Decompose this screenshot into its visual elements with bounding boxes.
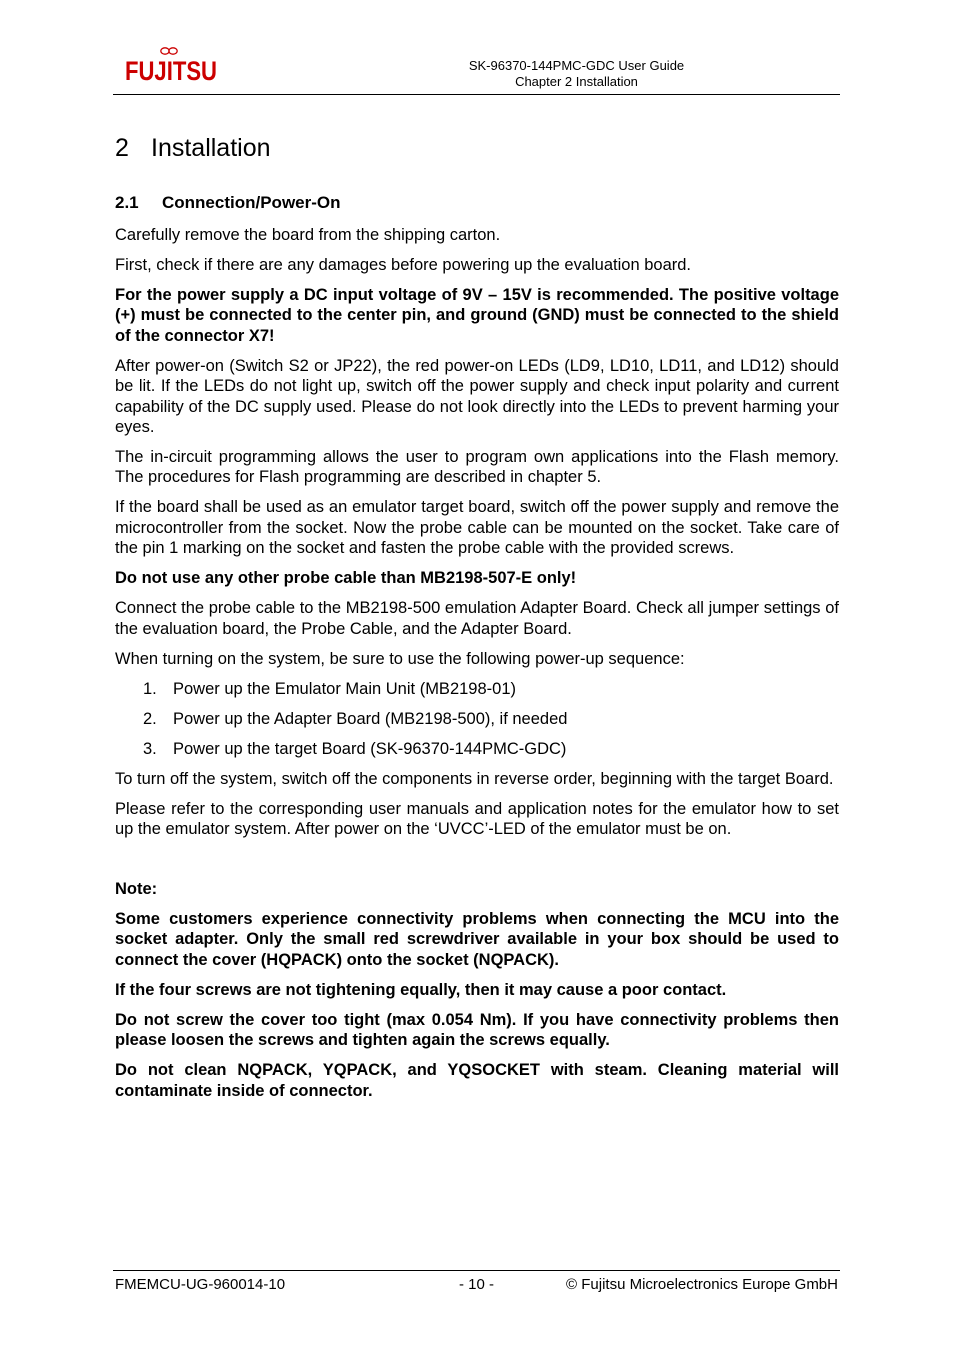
chapter-title — [115, 132, 271, 164]
paragraph: If the board shall be used as an emulator target board, switch off the power supply and remove the microcontroller from the socket. Now the probe cable can be mounted on the socket. Take care of the pin 1 marking on the socket and fasten the probe cable with the provided screws. — [115, 498, 839, 558]
list-text: Power up the Adapter Board (MB2198-500), if needed — [173, 709, 568, 728]
paragraph: Connect the probe cable to the MB2198-500 emulation Adapter Board. Check all jumper settings of the evaluation board, the Probe Cable, and the Adapter Board. — [115, 599, 839, 638]
paragraph: When turning on the system, be sure to use the following power-up sequence: — [115, 649, 685, 668]
power-up-sequence-list — [115, 679, 839, 759]
list-text: Power up the target Board (SK-96370-144PMC-GDC) — [173, 739, 567, 758]
list-item — [115, 679, 839, 699]
fujitsu-logo — [121, 46, 221, 94]
probe-cable-warning: Do not use any other probe cable than MB2198-507-E only! — [115, 569, 577, 588]
note-paragraph: Some customers experience connectivity problems when connecting the MCU into the socket adapter. Only the small red screwdriver available in your box should be used to connect the cover (HQPACK) onto the socket (NQPACK). — [115, 910, 839, 969]
page-body — [115, 225, 839, 1111]
chapter-number: 2 — [115, 134, 129, 162]
list-number: 1. — [143, 679, 157, 698]
section-number: 2.1 — [115, 193, 139, 212]
footer-page-number: - 10 - — [458, 1276, 494, 1293]
page-header — [113, 40, 840, 95]
header-doc-title: SK-96370-144PMC-GDC User Guide — [468, 58, 685, 73]
spacer — [115, 849, 839, 879]
note-paragraph: If the four screws are not tightening equally, then it may cause a poor contact. — [115, 980, 727, 999]
list-item — [115, 739, 839, 759]
note-paragraph: Do not screw the cover too tight (max 0.054 Nm). If you have connectivity problems then please loosen the screws and tighten again the screws equally. — [115, 1010, 839, 1050]
fujitsu-logo-icon — [121, 46, 221, 94]
list-text: Power up the Emulator Main Unit (MB2198-01) — [173, 679, 516, 698]
svg-text:FUJITSU: FUJITSU — [125, 56, 217, 86]
footer-copyright: © Fujitsu Microelectronics Europe GmbH — [566, 1276, 838, 1293]
list-number: 2. — [143, 709, 157, 728]
paragraph: The in-circuit programming allows the user to program own applications into the Flash memory. The procedures for Flash programming are described in chapter 5. — [115, 448, 839, 487]
note-label: Note: — [115, 880, 158, 899]
list-item — [115, 709, 839, 729]
paragraph: After power-on (Switch S2 or JP22), the red power-on LEDs (LD9, LD10, LD11, and LD12) should be lit. If the LEDs do not light up, switch off the power supply and check input polarity and current capability of the DC supply used. Please do not look directly into the LEDs to prevent harming your eyes. — [115, 356, 839, 437]
footer-doc-number: FMEMCU-UG-960014-10 — [115, 1276, 286, 1293]
section-title-text: Connection/Power-On — [162, 193, 341, 212]
paragraph: Please refer to the corresponding user manuals and application notes for the emulator how to set up the emulator system. After power on the ‘UVCC’-LED of the emulator must be on. — [115, 799, 839, 839]
section-title — [115, 192, 341, 214]
note-paragraph: Do not clean NQPACK, YQPACK, and YQSOCKET with steam. Cleaning material will contaminate inside of connector. — [115, 1061, 839, 1100]
paragraph: To turn off the system, switch off the components in reverse order, beginning with the target Board. — [115, 769, 834, 788]
power-supply-warning: For the power supply a DC input voltage of 9V – 15V is recommended. The positive voltage (+) must be connected to the center pin, and ground (GND) must be connected to the shield of the connector X7! — [115, 286, 839, 345]
paragraph: First, check if there are any damages before powering up the evaluation board. — [115, 256, 692, 274]
page-footer — [113, 1270, 840, 1293]
list-number: 3. — [143, 739, 157, 758]
header-chapter-ref: Chapter 2 Installation — [515, 74, 638, 89]
paragraph: Carefully remove the board from the shipping carton. — [115, 226, 501, 244]
header-titles — [313, 58, 840, 90]
chapter-title-text: Installation — [151, 134, 271, 162]
